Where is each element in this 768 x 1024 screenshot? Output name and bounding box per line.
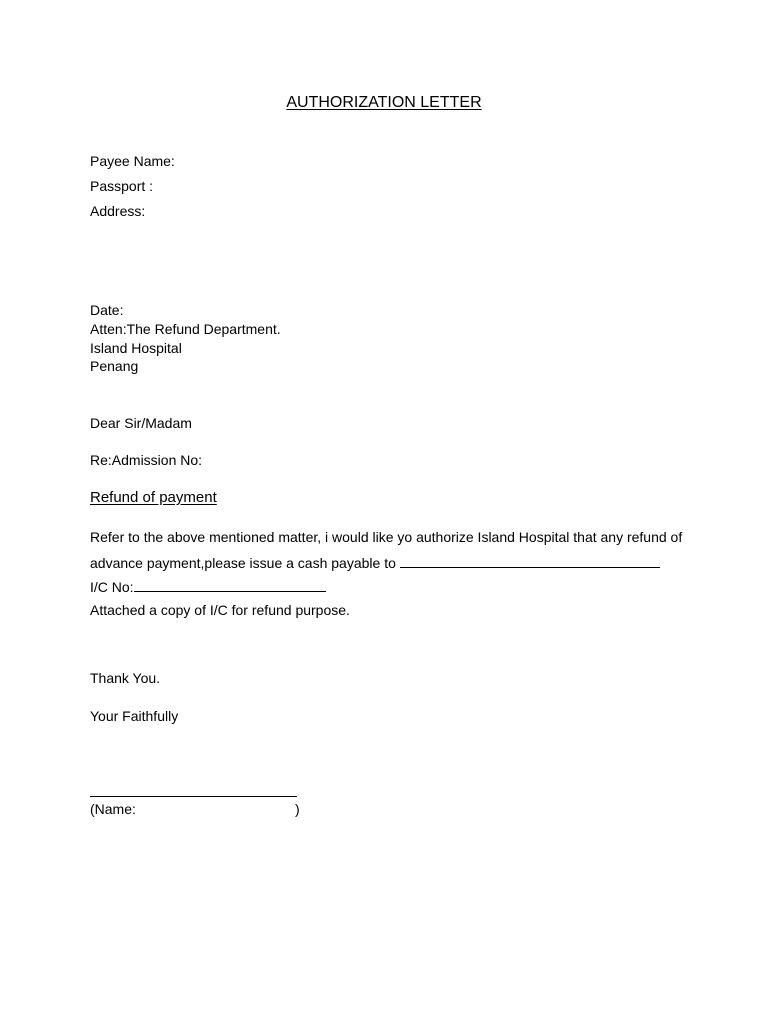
signature-line [90,796,297,797]
hospital-line: Island Hospital [90,340,182,356]
address-label: Address: [90,203,146,219]
city-line: Penang [90,358,139,374]
passport-label: Passport : [90,178,154,194]
payee-name-label: Payee Name: [90,153,175,169]
date-label: Date: [90,302,124,318]
payee-blank-line [400,553,660,568]
letter-title-text: AUTHORIZATION LETTER [286,94,482,111]
ic-line [90,577,326,596]
thank-you: Thank You. [90,670,161,686]
atten-line: Atten:The Refund Department. [90,321,281,337]
name-open: (Name: [90,801,136,817]
name-close: ) [295,801,300,817]
body-line-1: Refer to the above mentioned matter, i would like yo authorize Island Hospital that any refund of [90,529,683,545]
salutation: Dear Sir/Madam [90,415,192,431]
closing: Your Faithfully [90,708,179,724]
attached-line: Attached a copy of I/C for refund purpose. [90,602,350,618]
letter-title [0,93,768,113]
body-line-2 [90,553,660,572]
re-admission-line: Re:Admission No: [90,452,203,468]
ic-blank-line [134,577,326,592]
body-line-2-text: advance payment,please issue a cash payable to [90,555,396,571]
ic-label: I/C No: [90,579,134,595]
subject-line: Refund of payment [90,489,217,506]
